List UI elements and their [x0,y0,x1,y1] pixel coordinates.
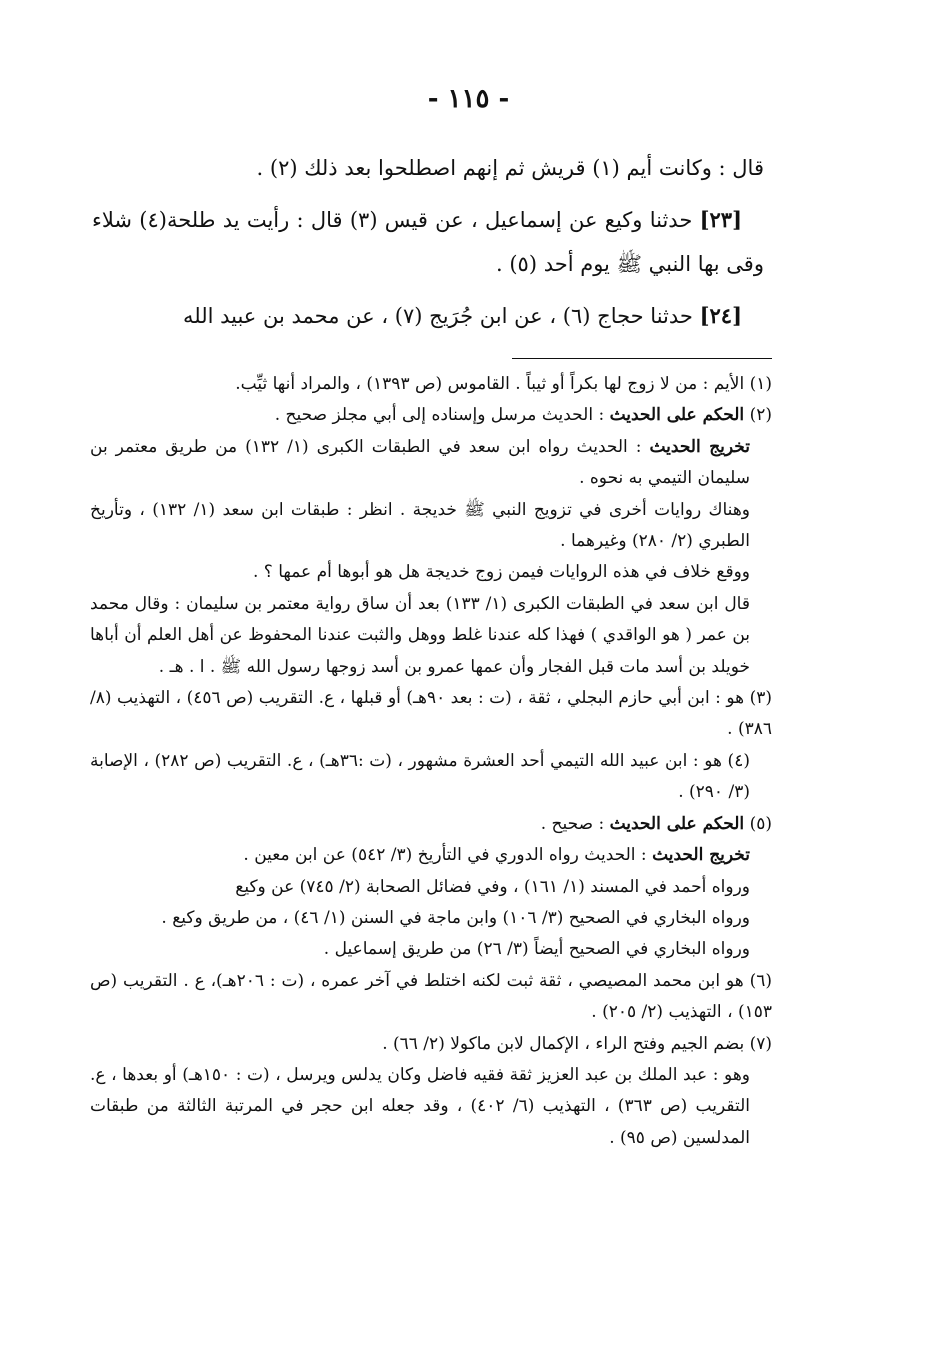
footnote-1: (١) الأيم : من لا زوج لها بكراً أو ثيباً . القاموس (ص ١٣٩٣) ، والمراد أنها ثيِّب. [235,374,772,394]
hadith-number-24: [٢٤] [699,303,742,328]
footnote-divider [512,358,772,359]
footnote-2 [90,400,772,431]
footnote-5 [90,809,772,840]
footnote-7-para-2: وهو : عبد الملك بن عبد العزيز ثقة فقيه فاضل وكان يدلس ويرسل ، (ت : ١٥٠هـ) أو بعدها ، ع. التقريب (ص ٣٦٣) ، التهذيب (٦/ ٤٠٢) ، وقد جعله ابن حجر في المرتبة الثالثة من طبقات المدلسين (ص ٩٥) . [90,1064,750,1148]
footnote-6: (٦) هو ابن محمد المصيصي ، ثقة ثبت لكنه اختلط في آخر عمره ، (ت : ٢٠٦هـ)، ع . التقريب (ص ١٥٣) ، التهذيب (٢/ ٢٠٥) . [90,970,772,1023]
footnote-5-text: : صحيح . [540,813,610,834]
footnote-2-marker: (٢) [744,405,772,426]
footnote-5-para-3: ورواه البخاري في الصحيح (٣/ ١٠٦) وابن ماجة في السنن (١/ ٤٦) ، من طريق وكيع . [161,907,750,928]
hadith-24-text: حدثنا حجاج (٦) ، عن ابن جُرَيج (٧) ، عن محمد بن عبيد الله [182,304,700,328]
hadith-number-23: [٢٣] [699,207,743,232]
page-number: - ١١٥ - [427,84,510,114]
footnote-2-label: الحكم على الحديث [609,405,745,426]
footnote-2-takhrij [90,432,772,495]
footnote-2-para-2: وهناك روايات أخرى في تزويج النبي ﷺ خديجة . انظر : طبقات ابن سعد (١/ ١٣٢) ، وتأريخ الطبري (٢/ ٢٨٠) وغيرهما . [90,499,750,552]
footnote-5-takhrij-text: : الحديث رواه الدوري في التأريخ (٣/ ٥٤٢) عن ابن معين . [243,845,653,866]
footnote-2-takhrij-text: : الحديث رواه ابن سعد في الطبقات الكبرى (١/ ١٣٢) من طريق معتمر بن سليمان التيمي به نحوه . [90,436,750,489]
paragraph-1: قال : وكانت أيم (١) قريش ثم إنهم اصطلحوا بعد ذلك (٢) . [256,156,764,180]
footnote-5-para-4: ورواه البخاري في الصحيح أيضاً (٣/ ٢٦) من طريق إسماعيل . [323,939,750,960]
footnote-2-takhrij-label: تخريج الحديث [649,436,750,457]
footnote-4: (٤) هو : ابن عبيد الله التيمي أحد العشرة مشهور ، (ت :٣٦هـ) ، ع. التقريب (ص ٢٨٢) ، الإصابة (٣/ ٢٩٠) . [90,750,750,803]
main-text [92,146,764,346]
footnote-5-takhrij-label: تخريج الحديث [652,845,750,866]
footnote-2-text: : الحديث مرسل وإسناده إلى أبي مجلز صحيح . [274,405,610,426]
footnote-3: (٣) هو : ابن أبي حازم البجلي ، ثقة ، (ت : بعد ٩٠هـ) أو قبلها ، ع. التقريب (ص ٤٥٦) ، التهذيب (٨/ ٣٨٦) . [90,688,772,740]
hadith-24 [92,294,764,338]
footnote-2-para-3: ووقع خلاف في هذه الروايات فيمن زوج خديجة هل هو أبوها أم عمها ؟ . [252,562,750,583]
footnote-5-para-2: ورواه أحمد في المسند (١/ ١٦١) ، وفي فضائل الصحابة (٢/ ٧٤٥) عن وكيع [235,876,750,897]
footnote-5-takhrij [90,840,772,871]
hadith-23 [92,198,764,286]
footnote-7: (٧) بضم الجيم وفتح الراء ، الإكمال لابن ماكولا (٢/ ٦٦) . [382,1033,772,1054]
footnote-5-marker: (٥) [744,813,772,834]
footnote-2-para-4: قال ابن سعد في الطبقات الكبرى (١/ ١٣٣) بعد أن ساق رواية معتمر بن سليمان : وقال محمد بن عمر ( هو الواقدي ) فهذا كله عندنا غلط ووهل والثبت عندنا المحفوظ عن أهل العلم أن أباها خويلد بن أسد مات قبل الفجار وأن عمها عمرو بن أسد زوجها رسول الله ﷺ . ا . هـ . [90,593,750,677]
hadith-23-text: حدثنا وكيع عن إسماعيل ، عن قيس (٣) قال : رأيت يد طلحة(٤) شلاء وقى بها النبي ﷺ يوم أحد (٥) . [92,208,764,276]
footnotes [90,369,772,1154]
footnote-5-label: الحكم على الحديث [609,813,745,834]
